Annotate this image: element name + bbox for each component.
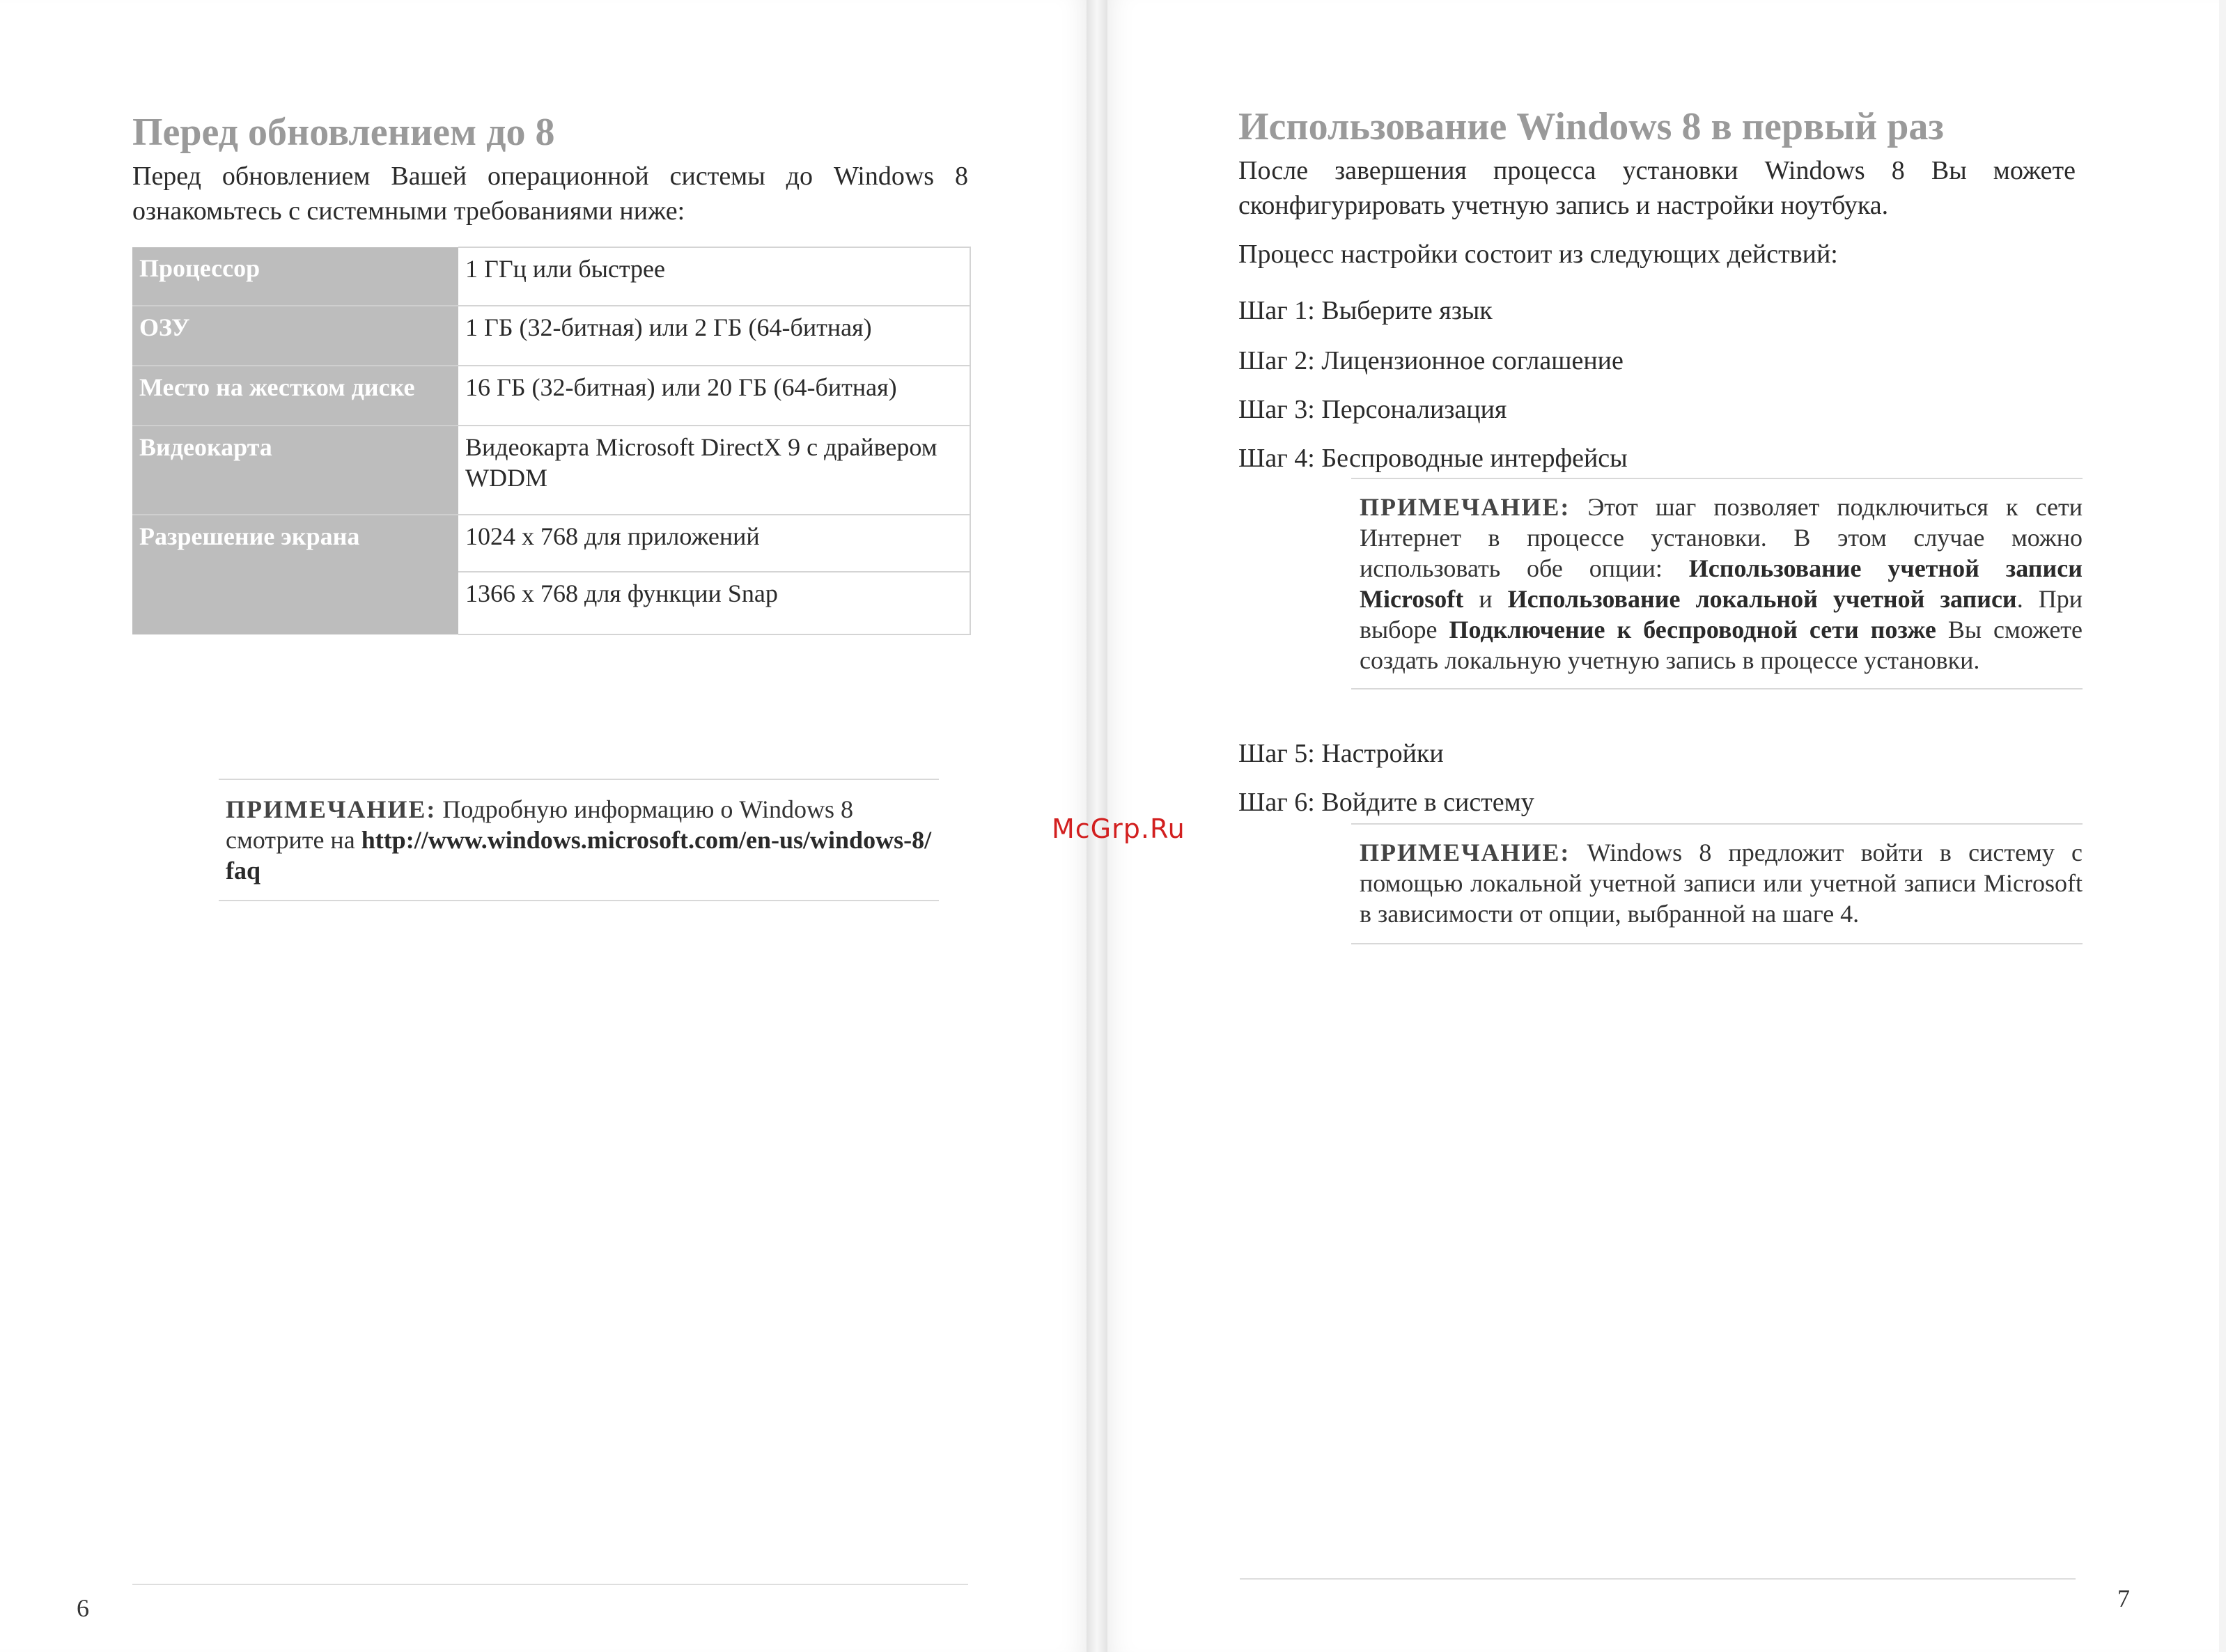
req-value-gpu: Видеокарта Microsoft DirectX 9 с драйвером WDDM — [458, 426, 970, 515]
table-row — [132, 366, 970, 426]
note-option-local: Использование локальной учетной записи — [1507, 585, 2017, 613]
step-5: Шаг 5: Настройки — [1238, 739, 1444, 768]
table-row — [132, 247, 970, 306]
req-value-screen-snap: 1366 x 768 для функции Snap — [458, 572, 970, 634]
note-option-microsoft: Использование учетной записи Microsoft — [1360, 554, 2083, 613]
note-text: Windows 8 предложит войти в систему с помощью локальной учетной записи или учетной записи Microsoft в зависимости от опции, выбранной на шаге 4. — [1360, 839, 2083, 928]
right-intro: После завершения процесса установки Windows 8 Вы можете сконфигурировать учетную запись и настройки ноутбука. — [1238, 156, 2076, 220]
note-text: . При выборе — [1360, 585, 2083, 644]
req-label-gpu: Видеокарта — [132, 426, 458, 515]
note-lead: ПРИМЕЧАНИЕ: — [226, 795, 437, 823]
note-option-wireless-later: Подключение к беспроводной сети позже — [1449, 616, 1936, 644]
note-text: Этот шаг позволяет подключиться к сети Интернет в процессе установки. В этом случае можно использовать обе опции: — [1360, 493, 2083, 582]
right-footer-rule — [1240, 1578, 2076, 1580]
table-row — [132, 515, 970, 572]
step-2: Шаг 2: Лицензионное соглашение — [1238, 346, 1624, 375]
left-note — [219, 779, 939, 901]
req-value-cpu: 1 ГГц или быстрее — [458, 247, 970, 306]
step-6: Шаг 6: Войдите в систему — [1238, 788, 1534, 817]
note-text: Подробную информацию о Windows 8 смотрите на — [226, 795, 853, 854]
note-text: и — [1479, 585, 1493, 613]
process-text: Процесс настройки состоит из следующих действий: — [1238, 240, 1838, 269]
table-row — [132, 306, 970, 366]
req-value-disk: 16 ГБ (32-битная) или 20 ГБ (64-битная) — [458, 366, 970, 426]
right-note-2 — [1351, 823, 2083, 944]
watermark: McGrp.Ru — [1052, 813, 1185, 844]
note-link[interactable]: http://www.windows.microsoft.com/en-us/windows-8/faq — [226, 826, 932, 885]
right-page-heading: Использование Windows 8 в первый раз — [1238, 105, 1944, 148]
right-note-1 — [1351, 478, 2083, 689]
note-lead: ПРИМЕЧАНИЕ: — [1360, 493, 1571, 521]
left-page-heading: Перед обновлением до 8 — [132, 111, 555, 154]
req-value-ram: 1 ГБ (32-битная) или 2 ГБ (64-битная) — [458, 306, 970, 366]
step-1: Шаг 1: Выберите язык — [1238, 296, 1493, 325]
req-label-ram: ОЗУ — [132, 306, 458, 366]
req-label-cpu: Процессор — [132, 247, 458, 306]
left-footer-rule — [132, 1584, 968, 1585]
right-page-number: 7 — [2117, 1584, 2130, 1612]
note-text: Вы сможете создать локальную учетную запись в процессе установки. — [1360, 616, 2083, 674]
requirements-table — [132, 247, 971, 635]
note-lead: ПРИМЕЧАНИЕ: — [1360, 839, 1571, 866]
left-page-number: 6 — [77, 1594, 89, 1622]
left-intro: Перед обновлением Вашей операционной системы до Windows 8 ознакомьтесь с системными требованиями ниже: — [132, 162, 968, 226]
step-3: Шаг 3: Персонализация — [1238, 395, 1507, 424]
table-row — [132, 426, 970, 515]
req-label-screen: Разрешение экрана — [132, 515, 458, 634]
req-value-screen-apps: 1024 x 768 для приложений — [458, 515, 970, 572]
step-4: Шаг 4: Беспроводные интерфейсы — [1238, 444, 1628, 473]
req-label-disk: Место на жестком диске — [132, 366, 458, 426]
